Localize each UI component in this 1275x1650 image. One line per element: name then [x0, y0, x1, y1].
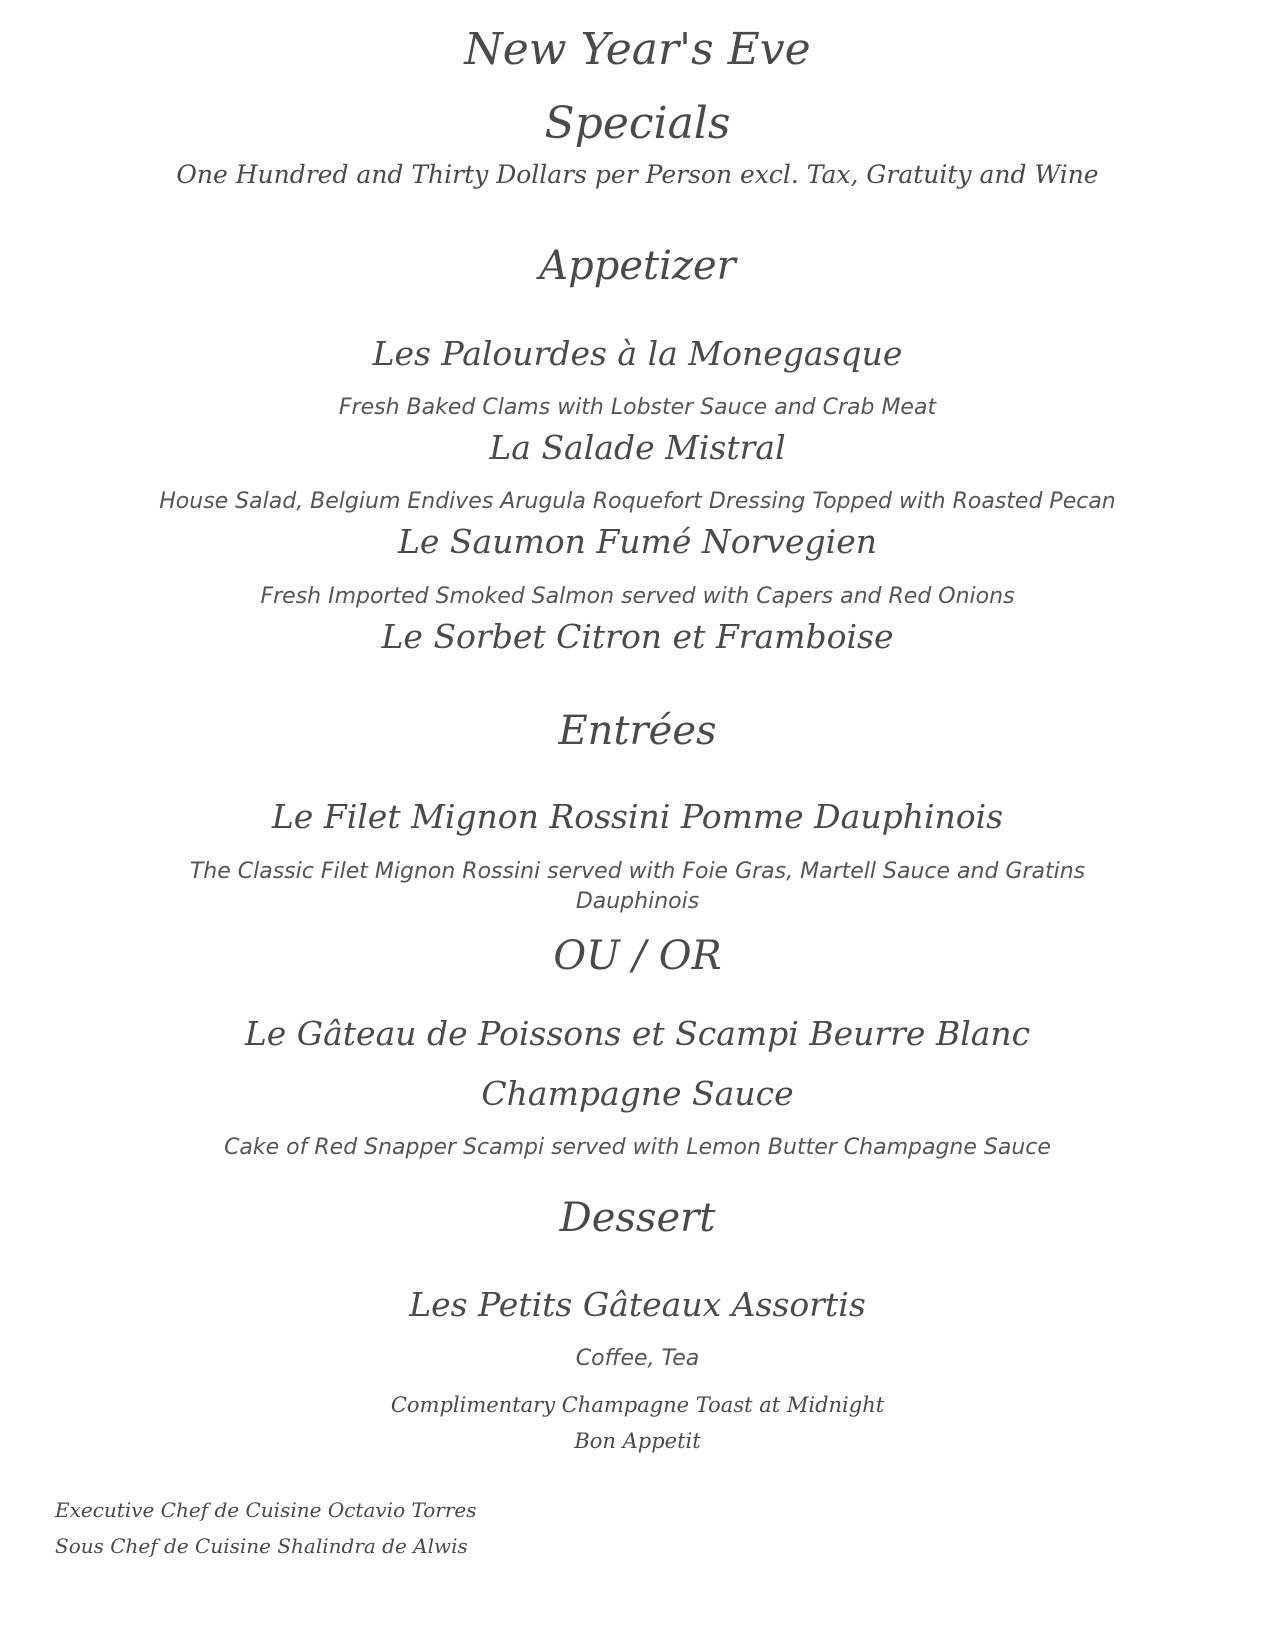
dish-name: La Salade Mistral [489, 428, 786, 467]
dish-description: House Salad, Belgium Endives Arugula Roquefort Dressing Topped with Roasted Pecan [159, 489, 1116, 514]
menu-title-line2: Specials [544, 98, 731, 149]
dish-description: Cake of Red Snapper Scampi served with Lemon Butter Champagne Sauce [224, 1135, 1051, 1160]
section-heading-dessert: Dessert [559, 1195, 716, 1241]
sous-chef-credit: Sous Chef de Cuisine Shalindra de Alwis [55, 1534, 468, 1558]
executive-chef-credit: Executive Chef de Cuisine Octavio Torres [55, 1498, 477, 1522]
dish-name: Les Petits Gâteaux Assortis [409, 1285, 866, 1324]
dish-name: Champagne Sauce [481, 1074, 794, 1113]
price-line: One Hundred and Thirty Dollars per Person excl. Tax, Gratuity and Wine [176, 160, 1099, 189]
dish-name: Le Gâteau de Poissons et Scampi Beurre Blanc [244, 1014, 1031, 1053]
dish-description: Dauphinois [575, 889, 700, 914]
section-heading-appetizer: Appetizer [539, 243, 736, 289]
champagne-toast-note: Complimentary Champagne Toast at Midnight [390, 1393, 885, 1417]
menu-title-line1: New Year's Eve [464, 24, 811, 75]
dish-description: Fresh Imported Smoked Salmon served with Capers and Red Onions [260, 584, 1015, 609]
dish-name: Le Filet Mignon Rossini Pomme Dauphinois [271, 797, 1004, 836]
section-heading-entrees: Entrées [558, 708, 717, 754]
dish-name: Le Saumon Fumé Norvegien [398, 522, 877, 561]
dish-description: Coffee, Tea [575, 1346, 700, 1371]
dish-description: Fresh Baked Clams with Lobster Sauce and Crab Meat [338, 395, 937, 420]
bon-appetit-note: Bon Appetit [574, 1429, 701, 1453]
entree-separator: OU / OR [553, 933, 722, 979]
dish-description: The Classic Filet Mignon Rossini served with Foie Gras, Martell Sauce and Gratins [189, 859, 1086, 884]
dish-name: Les Palourdes à la Monegasque [372, 334, 903, 373]
dish-name: Le Sorbet Citron et Framboise [381, 617, 894, 656]
